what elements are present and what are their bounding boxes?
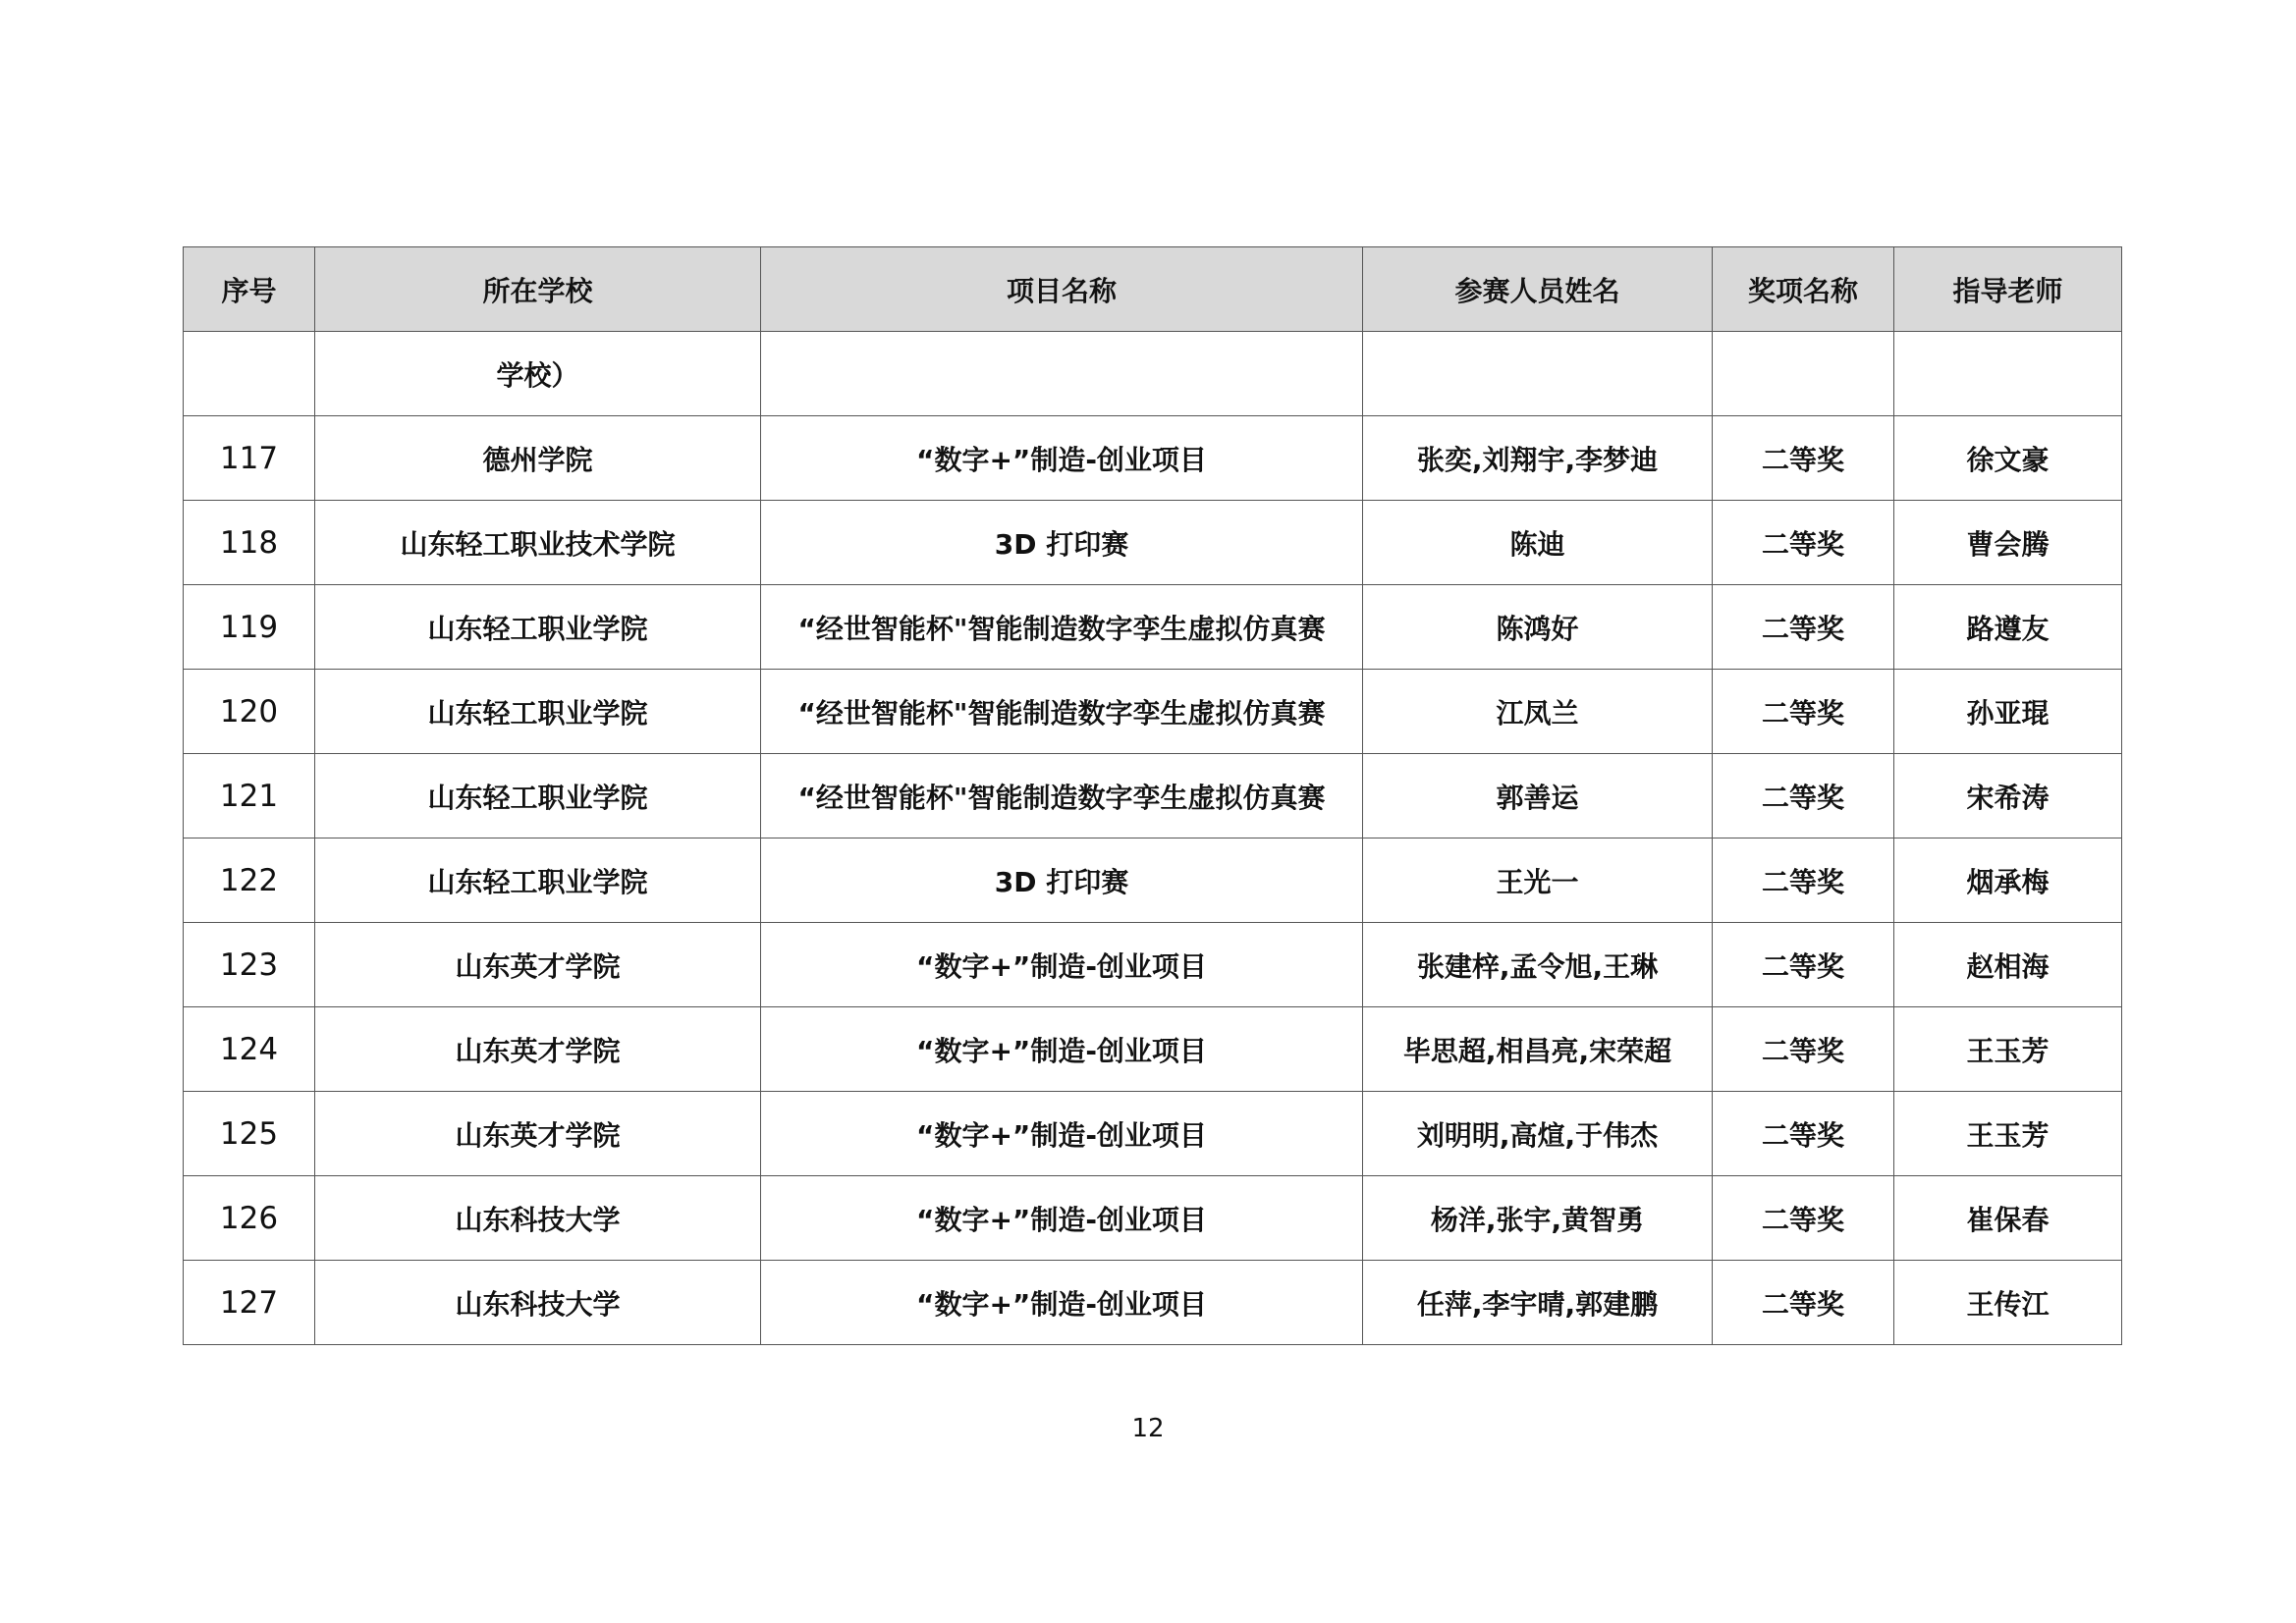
awards-table [183,246,2122,1345]
cell-seq: 125 [184,1092,315,1176]
cell-participants: 刘明明,高煊,于伟杰 [1363,1092,1713,1176]
header-advisor: 指导老师 [1894,247,2122,332]
table-row [184,923,2122,1007]
cell-project: “数字+”制造-创业项目 [761,1176,1363,1261]
cell-participants: 江凤兰 [1363,670,1713,754]
cell-school: 山东科技大学 [315,1261,761,1345]
cell-advisor: 烟承梅 [1894,839,2122,923]
cell-advisor: 路遵友 [1894,585,2122,670]
cell-participants: 陈迪 [1363,501,1713,585]
table-header-row [184,247,2122,332]
cell-participants: 张建梓,孟令旭,王琳 [1363,923,1713,1007]
cell-award: 二等奖 [1713,501,1894,585]
table-row [184,1261,2122,1345]
cell-advisor: 曹会腾 [1894,501,2122,585]
cell-award: 二等奖 [1713,585,1894,670]
cell-participants: 陈鸿好 [1363,585,1713,670]
cell-advisor: 崔保春 [1894,1176,2122,1261]
table-row [184,1092,2122,1176]
table-row [184,501,2122,585]
cell-project: “经世智能杯"智能制造数字孪生虚拟仿真赛 [761,585,1363,670]
cell-seq: 126 [184,1176,315,1261]
cell-award: 二等奖 [1713,923,1894,1007]
cell-participants: 郭善运 [1363,754,1713,839]
cell-participants [1363,332,1713,416]
header-project: 项目名称 [761,247,1363,332]
cell-project: “数字+”制造-创业项目 [761,923,1363,1007]
cell-project: 3D 打印赛 [761,501,1363,585]
cell-participants: 任萍,李宇晴,郭建鹏 [1363,1261,1713,1345]
cell-award: 二等奖 [1713,1092,1894,1176]
cell-award: 二等奖 [1713,1261,1894,1345]
cell-award: 二等奖 [1713,670,1894,754]
cell-project: “数字+”制造-创业项目 [761,1092,1363,1176]
page-number: 12 [1131,1414,1165,1443]
table-row [184,1007,2122,1092]
cell-school: 山东英才学院 [315,1092,761,1176]
cell-award: 二等奖 [1713,1007,1894,1092]
cell-school: 德州学院 [315,416,761,501]
header-seq: 序号 [184,247,315,332]
cell-project: “数字+”制造-创业项目 [761,416,1363,501]
cell-award: 二等奖 [1713,1176,1894,1261]
cell-school: 山东轻工职业学院 [315,754,761,839]
cell-project: “经世智能杯"智能制造数字孪生虚拟仿真赛 [761,754,1363,839]
cell-project: “数字+”制造-创业项目 [761,1007,1363,1092]
cell-award [1713,332,1894,416]
cell-advisor: 王传江 [1894,1261,2122,1345]
table-row [184,754,2122,839]
cell-seq: 120 [184,670,315,754]
cell-seq: 127 [184,1261,315,1345]
cell-seq: 123 [184,923,315,1007]
cell-school: 山东轻工职业技术学院 [315,501,761,585]
cell-advisor: 王玉芳 [1894,1007,2122,1092]
cell-project: “数字+”制造-创业项目 [761,1261,1363,1345]
cell-school: 山东科技大学 [315,1176,761,1261]
cell-advisor [1894,332,2122,416]
cell-seq [184,332,315,416]
cell-school: 山东英才学院 [315,923,761,1007]
cell-seq: 124 [184,1007,315,1092]
cell-participants: 张奕,刘翔宇,李梦迪 [1363,416,1713,501]
cell-school: 山东英才学院 [315,1007,761,1092]
cell-school: 山东轻工职业学院 [315,670,761,754]
table-row [184,585,2122,670]
table-row [184,416,2122,501]
table-row [184,670,2122,754]
cell-project: “经世智能杯"智能制造数字孪生虚拟仿真赛 [761,670,1363,754]
cell-seq: 122 [184,839,315,923]
table-row [184,332,2122,416]
cell-seq: 117 [184,416,315,501]
header-school: 所在学校 [315,247,761,332]
cell-seq: 118 [184,501,315,585]
cell-school: 山东轻工职业学院 [315,839,761,923]
header-participants: 参赛人员姓名 [1363,247,1713,332]
cell-school: 学校） [315,332,761,416]
cell-project: 3D 打印赛 [761,839,1363,923]
cell-seq: 121 [184,754,315,839]
cell-award: 二等奖 [1713,416,1894,501]
cell-award: 二等奖 [1713,839,1894,923]
table-body [184,332,2122,1345]
header-award: 奖项名称 [1713,247,1894,332]
cell-advisor: 王玉芳 [1894,1092,2122,1176]
cell-participants: 王光一 [1363,839,1713,923]
cell-award: 二等奖 [1713,754,1894,839]
table-row [184,1176,2122,1261]
table-row [184,839,2122,923]
cell-advisor: 徐文豪 [1894,416,2122,501]
cell-advisor: 孙亚琨 [1894,670,2122,754]
cell-participants: 毕思超,相昌亮,宋荣超 [1363,1007,1713,1092]
cell-participants: 杨洋,张宇,黄智勇 [1363,1176,1713,1261]
cell-project [761,332,1363,416]
cell-school: 山东轻工职业学院 [315,585,761,670]
cell-advisor: 赵相海 [1894,923,2122,1007]
cell-seq: 119 [184,585,315,670]
cell-advisor: 宋希涛 [1894,754,2122,839]
